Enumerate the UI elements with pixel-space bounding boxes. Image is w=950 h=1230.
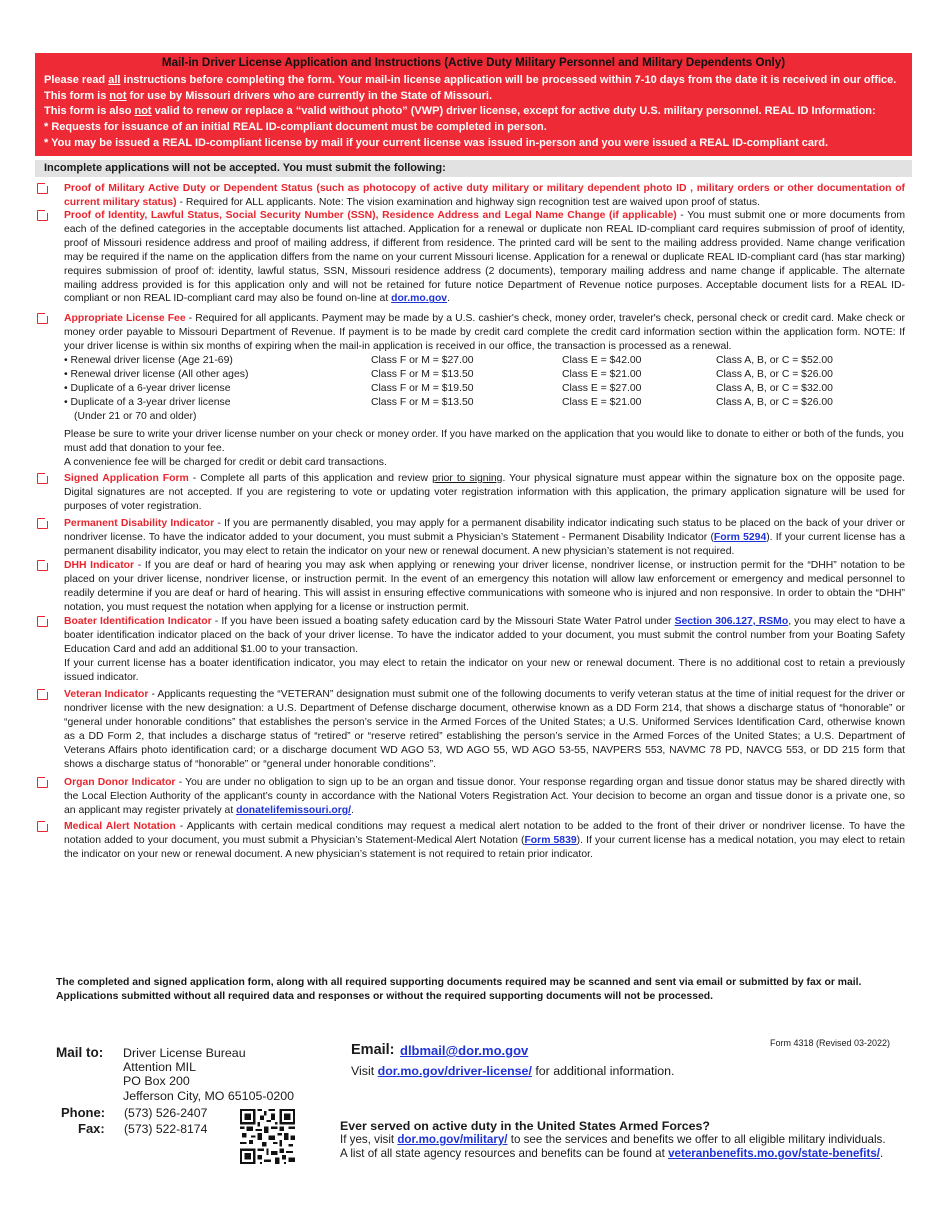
- fee-row-note: (Under 21 or 70 and older): [74, 411, 197, 422]
- military-question-title: Ever served on active duty in the United States Armed Forces?: [340, 1119, 710, 1133]
- visit-line: Visit dor.mo.gov/driver-license/ for additional information.: [351, 1064, 675, 1078]
- checkbox-license-fee[interactable]: [37, 313, 48, 324]
- banner-line-vwp: This form is also not valid to renew or replace a “valid without photo” (VWP) driver license, except for active duty U.S. military personnel. REAL ID Information:: [44, 105, 876, 118]
- fee-row: • Duplicate of a 6-year driver license Class F or M = $19.50 Class E = $27.00 Class A, B, or C = $32.00: [64, 383, 833, 394]
- checkbox-signed-form[interactable]: [37, 473, 48, 484]
- checkbox-disability-indicator[interactable]: [37, 518, 48, 529]
- instructions-banner: [35, 53, 912, 156]
- donatelife-link[interactable]: donatelifemissouri.org/: [236, 804, 352, 816]
- military-link[interactable]: dor.mo.gov/military/: [397, 1133, 508, 1146]
- fax-number: (573) 522-8174: [124, 1122, 208, 1136]
- fax-label: Fax:: [78, 1121, 105, 1136]
- banner-line-real-id-2: * You may be issued a REAL ID-compliant license by mail if your current license was issued in-person and you were issued a REAL ID-compliant card.: [44, 136, 829, 149]
- banner-line-real-id-1: * Requests for issuance of an initial REAL ID-compliant document must be completed in person.: [44, 121, 547, 134]
- veteran-benefits-link[interactable]: veteranbenefits.mo.gov/state-benefits/: [668, 1147, 881, 1160]
- checkbox-organ-donor[interactable]: [37, 777, 48, 788]
- item-signed-form: Signed Application Form - Complete all parts of this application and review prior to signing. Your physical signature must appear within the signature box on the opposite page. Digital signatures are not accepted. If you are registering to vote or updating voter registration information with this application, the primary application signature will be used for purposes of voter registration.: [64, 473, 906, 512]
- item-dhh-indicator: DHH Indicator - If you are deaf or hard of hearing you may ask when applying or renewing your driver license, nondriver license, or instruction permit for the “DHH” notation to be placed on your driver license, nondriver license, or instruction permit. In the event of an emergency this notation will allow law enforcement or emergency and medical personnel to readily determine if you are deaf or hard of hearing. This will assist in ensuring effective communications with someone who is injured and non responsive. In order to obtain the “DHH” notation, you must request the notation when applying for a license or instruction permit.: [64, 560, 905, 613]
- item-veteran-indicator: Veteran Indicator - Applicants requesting the “VETERAN” designation must submit one of the following documents to verify veteran status at the time of initial request for the driver or nondriver license with the new designation: a U.S. Department of Defense discharge document, otherwise known as a DD Form 214, that shows a discharge status of “honorable” or “general under honorable conditions” that establishes the person’s service in the Armed Forces of the United States; a U.S. Uniformed Services Identification Card, otherwise known as a DD Form 2, that includes a discharge status of “retired” or “reserve retired” establishing the person’s service in the Armed Forces of the United States; a U.S. Department of Veterans Affairs photo identification card; or a discharge document WD AGO 53, WD AGO 55, WD AGO 53-55, NAVPERS 553, NAVMC 78 PD, NAVCG 553, or DD 215 form that shows a discharge status of “honorable” or “general under honorable conditions”.: [64, 689, 905, 770]
- form-5294-link[interactable]: Form 5294: [713, 531, 767, 543]
- qr-code-icon[interactable]: [240, 1109, 295, 1164]
- checkbox-military-status[interactable]: [37, 183, 48, 194]
- fee-row: • Renewal driver license (All other ages) Class F or M = $13.50 Class E = $21.00 Class A, B, or C = $26.00: [64, 369, 833, 380]
- military-services-line: If yes, visit dor.mo.gov/military/ to see the services and benefits we offer to all eligible military individuals.: [340, 1133, 886, 1146]
- form-number: Form 4318 (Revised 03-2022): [770, 1038, 891, 1048]
- fee-row: • Renewal driver license (Age 21-69) Class F or M = $27.00 Class E = $42.00 Class A, B, or C = $52.00: [64, 355, 833, 366]
- dor-link[interactable]: dor.mo.gov: [391, 293, 448, 305]
- item-military-status: Proof of Military Active Duty or Dependent Status (such as photocopy of active duty military or military dependent photo ID , military orders or other documentation of current military status) - Required for ALL applicants. Note: The vision examination and highway sign recognition test are waived upon proof of status.: [64, 183, 905, 208]
- item-proof-of-identity: Proof of Identity, Lawful Status, Social Security Number (SSN), Residence Address and Legal Name Change (if applicable) - You must submit one or more documents from each of the defined categories in the acceptable documents list attached. Application for a renewal or duplicate non REAL ID-compliant card requires submission of proof of identity, proof of Missouri residence address and proof of mailing address, if different from residence. The printed card will be sent to the mailing address provided. Name change verification may be required if the name on the application differs from the name on your current Missouri license. Application for a renewal or duplicate REAL ID-compliant card (has star marking) requires submission of proof of: identity, lawful status, SSN, Missouri residence address (2 documents), temporary mailing address and name change if applicable. The alternate mailing address provided is for this application only and will not be retained for future notice Department of Revenue notice purposes. Acceptable document lists for a REAL ID-compliant or non REAL ID-compliant card may also be found on-line at dor.mo.gov.: [64, 210, 905, 305]
- closing-statement: The completed and signed application form, along with all required supporting documents required may be scanned and sent via email or submitted by fax or mail. Applications submitted without all required data and responses or without the required supporting documents will not be processed.: [56, 977, 862, 1003]
- banner-line-not-for-use: This form is not for use by Missouri drivers who are currently in the State of Missouri.: [44, 89, 493, 102]
- fee-note-convenience: A convenience fee will be charged for credit or debit card transactions.: [64, 457, 387, 468]
- driver-license-link[interactable]: dor.mo.gov/driver-license/: [377, 1064, 532, 1078]
- email-label: Email:: [351, 1042, 395, 1058]
- item-medical-alert: Medical Alert Notation - Applicants with certain medical conditions may request a medical alert notation to be added to the front of their driver or nondriver license. To have the notation added to your document, you must submit a Physician’s Statement-Medical Alert Notation (Form 5839). If your current license has a medical notation, you may elect to retain the indicator on your new or renewal document. A new physician’s statement is not required to retain prior indicator.: [64, 821, 906, 860]
- item-boater-indicator: Boater Identification Indicator - If you have been issued a boating safety education card by the Missouri State Water Patrol under Section 306.127, RSMo, you may elect to have a boater identification indicator placed on the back of your driver license. To have the indicator added to your document, you must submit the control number from your Boating Safety Education Card and add an additional $1.00 to your transaction. If your current license has a boater identification indicator, you may elect to retain the indicator on your new or renewal document. There is no additional cost to retain a previously issued indicator.: [64, 616, 906, 683]
- item-license-fee: Appropriate License Fee - Required for all applicants. Payment may be made by a U.S. cashier's check, money order, traveler's check, personal check or credit card. Make check or money order payable to Missouri Department of Revenue. If payment is to be made by credit card complete the credit card information section within the application form. NOTE: If your driver license is within six months of expiring when the mail-in application is received in our office, the transaction is processed as a renewal.: [64, 313, 905, 352]
- checkbox-veteran-indicator[interactable]: [37, 689, 48, 700]
- email-address: [400, 1043, 528, 1058]
- email-link[interactable]: dlbmail@dor.mo.gov: [400, 1043, 529, 1058]
- phone-label: Phone:: [61, 1105, 106, 1120]
- checkbox-boater-indicator[interactable]: [37, 616, 48, 627]
- fee-note-check: Please be sure to write your driver license number on your check or money order. If you have marked on the application that you would like to donate to either or both of the funds, you must add that donation to your fee.: [64, 429, 904, 454]
- state-benefits-line: A list of all state agency resources and benefits can be found at veteranbenefits.mo.gov/state-benefits/.: [340, 1147, 884, 1160]
- item-disability-indicator: Permanent Disability Indicator - If you are permanently disabled, you may apply for a permanent disability indicator indicating such status to be placed on the back of your driver or nondriver license. To have the indicator added to your document, you must submit a Physician’s Statement - Permanent Disability Indicator (Form 5294). If your current license has a permanent disability indicator, you may elect to retain the indicator on your new or renewal document. A new physician’s statement is not required.: [64, 518, 905, 557]
- checkbox-proof-of-identity[interactable]: [37, 210, 48, 221]
- form-5839-link[interactable]: Form 5839: [524, 834, 577, 846]
- checkbox-medical-alert[interactable]: [37, 821, 48, 832]
- form-title: Mail-in Driver License Application and Instructions (Active Duty Military Personnel and Military Dependents Only): [161, 56, 786, 69]
- rsmo-link[interactable]: Section 306.127, RSMo: [674, 616, 789, 627]
- mail-to-label: Mail to:: [56, 1045, 104, 1060]
- fee-row: • Duplicate of a 3-year driver license Class F or M = $13.50 Class E = $21.00 Class A, B, or C = $26.00: [64, 397, 833, 408]
- item-organ-donor: Organ Donor Indicator - You are under no obligation to sign up to be an organ and tissue donor. Your response regarding organ and tissue donor status may be shared directly with the Local Election Authority of the applicant’s county in accordance with the National Voters Registration Act. Your decision to become an organ and tissue donor is a private one, so an applicant may register privately at donatelifemissouri.org/.: [64, 777, 905, 816]
- banner-line-read-all: Please read all instructions before completing the form. Your mail-in license application will be processed within 7-10 days from the date it is received in our office.: [44, 74, 897, 86]
- checkbox-dhh-indicator[interactable]: [37, 560, 48, 571]
- incomplete-notice: Incomplete applications will not be accepted. You must submit the following:: [35, 160, 912, 177]
- mailing-address: Driver License Bureau Attention MIL PO Box 200 Jefferson City, MO 65105-0200: [123, 1046, 295, 1103]
- phone-number: (573) 526-2407: [124, 1106, 208, 1120]
